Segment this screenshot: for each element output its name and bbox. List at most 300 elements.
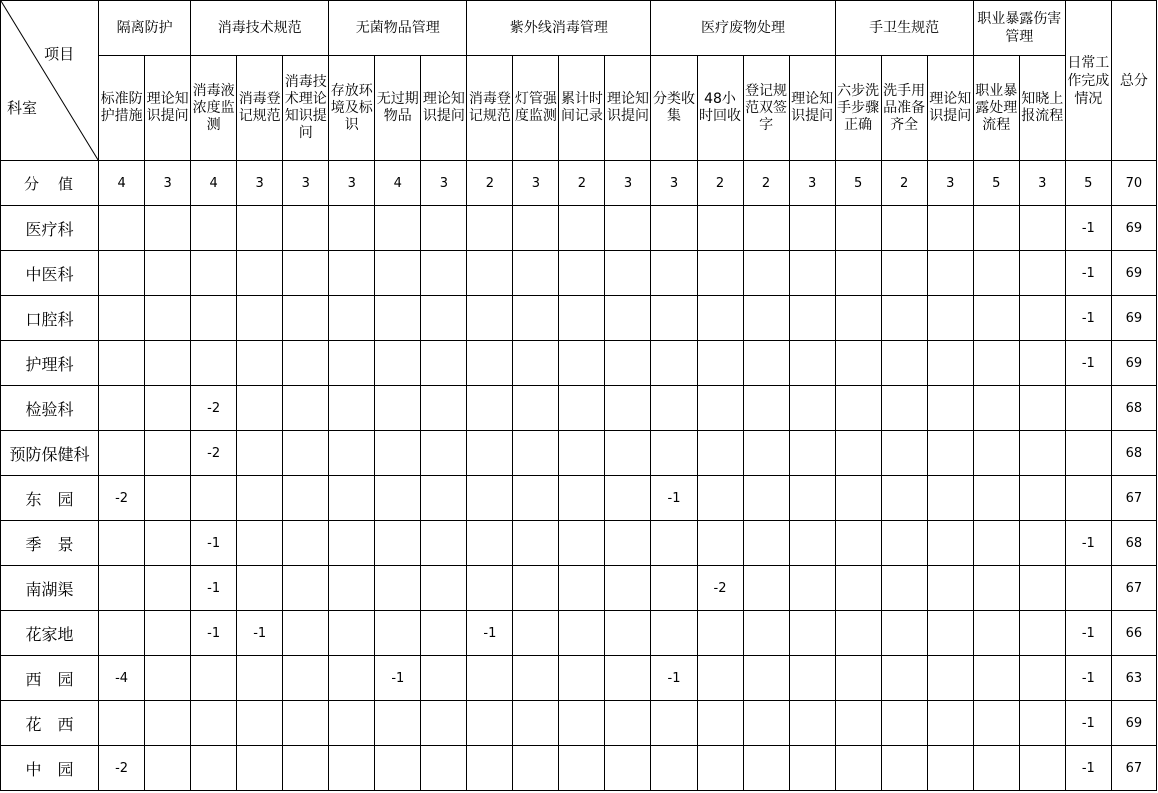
total-cell: 66 (1111, 611, 1156, 656)
deduction-cell (559, 746, 605, 791)
deduction-cell (927, 611, 973, 656)
deduction-cell (513, 701, 559, 746)
deduction-cell (421, 386, 467, 431)
deduction-cell (927, 521, 973, 566)
deduction-cell (605, 341, 651, 386)
deduction-cell (973, 566, 1019, 611)
dept-name-cell: 检验科 (1, 386, 99, 431)
total-score-header: 总分 (1111, 1, 1156, 161)
deduction-cell: -2 (99, 476, 145, 521)
sub-header: 洗手用品准备齐全 (881, 56, 927, 161)
deduction-cell (467, 251, 513, 296)
deduction-cell (559, 431, 605, 476)
dept-name-cell: 南湖渠 (1, 566, 99, 611)
deduction-cell (835, 296, 881, 341)
deduction-cell: -1 (191, 566, 237, 611)
deduction-cell (835, 251, 881, 296)
deduction-cell (283, 431, 329, 476)
dept-name-cell: 东 园 (1, 476, 99, 521)
deduction-cell (145, 386, 191, 431)
sub-header: 标准防护措施 (99, 56, 145, 161)
deduction-cell (467, 341, 513, 386)
deduction-cell (559, 251, 605, 296)
deduction-cell (835, 701, 881, 746)
deduction-cell (605, 476, 651, 521)
dept-name-cell: 口腔科 (1, 296, 99, 341)
total-cell: 68 (1111, 521, 1156, 566)
table-row (1, 746, 1157, 791)
deduction-cell (237, 656, 283, 701)
deduction-cell (927, 386, 973, 431)
deduction-cell (789, 656, 835, 701)
deduction-cell (329, 206, 375, 251)
table-row (1, 251, 1157, 296)
deduction-cell (191, 701, 237, 746)
deduction-cell (835, 386, 881, 431)
deduction-cell (927, 296, 973, 341)
sub-header: 无过期物品 (375, 56, 421, 161)
deduction-cell (789, 521, 835, 566)
total-cell: 67 (1111, 476, 1156, 521)
deduction-cell (237, 386, 283, 431)
deduction-cell (145, 341, 191, 386)
total-cell: 67 (1111, 566, 1156, 611)
deduction-cell (329, 611, 375, 656)
deduction-cell: -1 (1065, 656, 1111, 701)
dept-name-cell: 护理科 (1, 341, 99, 386)
deduction-cell (697, 476, 743, 521)
deduction-cell (881, 296, 927, 341)
deduction-cell (421, 611, 467, 656)
deduction-cell (513, 251, 559, 296)
deduction-cell (651, 296, 697, 341)
deduction-cell (467, 296, 513, 341)
deduction-cell (651, 431, 697, 476)
group-header: 职业暴露伤害管理 (973, 1, 1065, 56)
deduction-cell (145, 296, 191, 341)
deduction-cell: -1 (191, 521, 237, 566)
deduction-cell (881, 431, 927, 476)
deduction-cell (99, 386, 145, 431)
sub-header: 六步洗手步骤正确 (835, 56, 881, 161)
deduction-cell (237, 476, 283, 521)
deduction-cell (927, 431, 973, 476)
group-header: 手卫生规范 (835, 1, 973, 56)
deduction-cell (237, 566, 283, 611)
total-cell: 69 (1111, 296, 1156, 341)
deduction-cell (835, 431, 881, 476)
deduction-cell (1019, 746, 1065, 791)
score-cell: 3 (145, 161, 191, 206)
total-cell: 69 (1111, 206, 1156, 251)
deduction-cell (927, 206, 973, 251)
score-row-label: 分 值 (1, 161, 99, 206)
score-cell: 70 (1111, 161, 1156, 206)
deduction-cell (743, 476, 789, 521)
group-header: 紫外线消毒管理 (467, 1, 651, 56)
deduction-cell (559, 341, 605, 386)
deduction-cell (421, 746, 467, 791)
table-row (1, 656, 1157, 701)
deduction-cell (237, 431, 283, 476)
deduction-cell (513, 656, 559, 701)
table-row (1, 611, 1157, 656)
deduction-cell (421, 296, 467, 341)
table-row (1, 386, 1157, 431)
deduction-cell (145, 521, 191, 566)
score-row (1, 161, 1157, 206)
deduction-cell (421, 521, 467, 566)
deduction-cell (145, 611, 191, 656)
deduction-cell (559, 296, 605, 341)
deduction-cell (881, 521, 927, 566)
deduction-cell (881, 746, 927, 791)
deduction-cell (927, 251, 973, 296)
deduction-cell (145, 701, 191, 746)
deduction-cell (743, 206, 789, 251)
sub-header: 灯管强度监测 (513, 56, 559, 161)
deduction-cell (697, 386, 743, 431)
corner-header (1, 1, 99, 161)
deduction-cell (283, 206, 329, 251)
deduction-cell (973, 611, 1019, 656)
deduction-cell (605, 296, 651, 341)
score-cell: 3 (605, 161, 651, 206)
deduction-cell (789, 341, 835, 386)
deduction-cell (375, 206, 421, 251)
deduction-cell (605, 611, 651, 656)
deduction-cell (1019, 206, 1065, 251)
total-cell: 67 (1111, 746, 1156, 791)
deduction-cell: -1 (467, 611, 513, 656)
deduction-cell (881, 476, 927, 521)
deduction-cell (191, 656, 237, 701)
score-cell: 5 (973, 161, 1019, 206)
deduction-cell (99, 611, 145, 656)
score-cell: 2 (881, 161, 927, 206)
sub-header: 消毒登记规范 (237, 56, 283, 161)
deduction-cell (513, 206, 559, 251)
score-cell: 3 (927, 161, 973, 206)
deduction-cell (559, 521, 605, 566)
deduction-cell (375, 431, 421, 476)
deduction-cell (881, 701, 927, 746)
deduction-cell (513, 296, 559, 341)
table-row (1, 566, 1157, 611)
deduction-cell (1019, 521, 1065, 566)
deduction-cell: -2 (191, 431, 237, 476)
deduction-cell (283, 341, 329, 386)
total-cell: 68 (1111, 386, 1156, 431)
header-sub-row (1, 56, 1157, 161)
dept-name-cell: 花家地 (1, 611, 99, 656)
deduction-cell (881, 386, 927, 431)
deduction-cell (559, 701, 605, 746)
deduction-cell (375, 746, 421, 791)
total-cell: 69 (1111, 701, 1156, 746)
deduction-cell (743, 701, 789, 746)
corner-item-label: 项目 (44, 45, 75, 63)
deduction-cell (145, 251, 191, 296)
deduction-cell (881, 341, 927, 386)
deduction-cell (513, 746, 559, 791)
deduction-cell (329, 431, 375, 476)
deduction-cell (237, 341, 283, 386)
deduction-cell (99, 251, 145, 296)
deduction-cell (283, 251, 329, 296)
deduction-cell (421, 701, 467, 746)
header-group-row (1, 1, 1157, 56)
dept-name-cell: 医疗科 (1, 206, 99, 251)
sub-header: 理论知识提问 (421, 56, 467, 161)
deduction-cell (927, 656, 973, 701)
deduction-cell (329, 296, 375, 341)
deduction-cell (375, 386, 421, 431)
deduction-cell (651, 521, 697, 566)
deduction-cell: -2 (99, 746, 145, 791)
deduction-cell (697, 251, 743, 296)
deduction-cell (375, 251, 421, 296)
deduction-cell (835, 521, 881, 566)
deduction-cell (605, 386, 651, 431)
deduction-cell: -2 (697, 566, 743, 611)
deduction-cell: -4 (99, 656, 145, 701)
deduction-cell (927, 476, 973, 521)
deduction-cell (375, 701, 421, 746)
table-row (1, 431, 1157, 476)
deduction-cell (789, 611, 835, 656)
deduction-cell (1019, 701, 1065, 746)
deduction-cell (697, 431, 743, 476)
dept-name-cell: 中 园 (1, 746, 99, 791)
sub-header: 消毒登记规范 (467, 56, 513, 161)
deduction-cell (973, 296, 1019, 341)
deduction-cell (329, 566, 375, 611)
deduction-cell (283, 746, 329, 791)
deduction-cell: -1 (1065, 611, 1111, 656)
deduction-cell (1065, 431, 1111, 476)
sub-header: 48小时回收 (697, 56, 743, 161)
group-header: 无菌物品管理 (329, 1, 467, 56)
deduction-cell: -1 (191, 611, 237, 656)
deduction-cell (237, 296, 283, 341)
score-cell: 5 (1065, 161, 1111, 206)
score-cell: 3 (237, 161, 283, 206)
deduction-cell (145, 656, 191, 701)
sub-header: 登记规范双签字 (743, 56, 789, 161)
deduction-cell (329, 251, 375, 296)
deduction-cell (789, 701, 835, 746)
sub-header: 累计时间记录 (559, 56, 605, 161)
group-header: 隔离防护 (99, 1, 191, 56)
deduction-cell (1019, 611, 1065, 656)
deduction-cell (743, 386, 789, 431)
deduction-cell (1019, 251, 1065, 296)
deduction-cell (513, 431, 559, 476)
deduction-cell (651, 746, 697, 791)
dept-name-cell: 中医科 (1, 251, 99, 296)
score-cell: 3 (283, 161, 329, 206)
sub-header: 消毒液浓度监测 (191, 56, 237, 161)
deduction-cell (835, 476, 881, 521)
deduction-cell (973, 746, 1019, 791)
deduction-cell (835, 656, 881, 701)
deduction-cell (559, 656, 605, 701)
deduction-cell (743, 431, 789, 476)
deduction-cell (605, 566, 651, 611)
corner-dept-label: 科室 (7, 99, 38, 117)
deduction-cell (743, 341, 789, 386)
deduction-cell (145, 476, 191, 521)
deduction-cell (375, 521, 421, 566)
dept-name-cell: 花 西 (1, 701, 99, 746)
deduction-cell (927, 341, 973, 386)
deduction-cell (651, 566, 697, 611)
deduction-cell (375, 476, 421, 521)
deduction-cell (743, 746, 789, 791)
deduction-cell (421, 341, 467, 386)
deduction-cell (881, 656, 927, 701)
deduction-cell (99, 701, 145, 746)
deduction-cell (467, 206, 513, 251)
deduction-cell: -1 (1065, 206, 1111, 251)
deduction-cell (513, 566, 559, 611)
deduction-cell: -2 (191, 386, 237, 431)
deduction-cell: -1 (1065, 296, 1111, 341)
deduction-cell (835, 341, 881, 386)
deduction-cell: -1 (1065, 701, 1111, 746)
deduction-cell (467, 701, 513, 746)
sub-header: 理论知识提问 (145, 56, 191, 161)
deduction-cell (743, 611, 789, 656)
deduction-cell (927, 701, 973, 746)
deduction-cell (237, 746, 283, 791)
table-row (1, 296, 1157, 341)
deduction-cell (283, 611, 329, 656)
deduction-cell (467, 431, 513, 476)
deduction-cell (191, 746, 237, 791)
deduction-cell (697, 656, 743, 701)
deduction-cell (651, 341, 697, 386)
deduction-cell (421, 476, 467, 521)
deduction-cell (743, 656, 789, 701)
dept-name-cell: 预防保健科 (1, 431, 99, 476)
deduction-cell (651, 611, 697, 656)
deduction-cell (651, 386, 697, 431)
sub-header: 知晓上报流程 (1019, 56, 1065, 161)
deduction-cell (99, 566, 145, 611)
deduction-cell (1019, 566, 1065, 611)
deduction-cell (1019, 296, 1065, 341)
deduction-cell (99, 431, 145, 476)
sub-header: 存放环境及标识 (329, 56, 375, 161)
deduction-cell (283, 296, 329, 341)
deduction-cell (191, 341, 237, 386)
deduction-cell (329, 701, 375, 746)
deduction-cell (467, 386, 513, 431)
deduction-cell (421, 206, 467, 251)
deduction-cell (835, 206, 881, 251)
deduction-cell (973, 656, 1019, 701)
deduction-cell (651, 251, 697, 296)
score-cell: 4 (99, 161, 145, 206)
deduction-cell (651, 701, 697, 746)
deduction-cell (973, 431, 1019, 476)
deduction-cell (697, 341, 743, 386)
deduction-cell (99, 521, 145, 566)
deduction-cell (973, 206, 1019, 251)
deduction-cell: -1 (1065, 251, 1111, 296)
group-header: 消毒技术规范 (191, 1, 329, 56)
deduction-cell (421, 251, 467, 296)
table-row (1, 521, 1157, 566)
deduction-cell (743, 521, 789, 566)
deduction-cell (421, 656, 467, 701)
deduction-cell (467, 746, 513, 791)
deduction-cell (513, 476, 559, 521)
deduction-cell (605, 206, 651, 251)
deduction-cell (697, 746, 743, 791)
deduction-cell (605, 431, 651, 476)
deduction-cell: -1 (1065, 521, 1111, 566)
deduction-cell (283, 656, 329, 701)
deduction-cell (1019, 476, 1065, 521)
deduction-cell (191, 251, 237, 296)
deduction-cell (145, 206, 191, 251)
deduction-cell (283, 566, 329, 611)
deduction-cell (375, 611, 421, 656)
deduction-cell (605, 251, 651, 296)
deduction-cell (191, 476, 237, 521)
score-cell: 3 (513, 161, 559, 206)
deduction-cell (467, 656, 513, 701)
deduction-cell (237, 701, 283, 746)
deduction-cell: -1 (651, 476, 697, 521)
deduction-cell (1065, 566, 1111, 611)
deduction-cell (789, 206, 835, 251)
deduction-cell (743, 296, 789, 341)
deduction-cell (237, 251, 283, 296)
table-row (1, 341, 1157, 386)
deduction-cell (467, 476, 513, 521)
deduction-cell (789, 746, 835, 791)
deduction-cell (191, 206, 237, 251)
score-cell: 3 (789, 161, 835, 206)
deduction-cell (973, 521, 1019, 566)
deduction-cell (605, 701, 651, 746)
deduction-cell (789, 476, 835, 521)
deduction-cell (789, 251, 835, 296)
deduction-cell (697, 296, 743, 341)
sub-header: 职业暴露处理流程 (973, 56, 1019, 161)
sub-header: 理论知识提问 (927, 56, 973, 161)
deduction-cell (605, 746, 651, 791)
deduction-cell (743, 251, 789, 296)
deduction-cell (973, 476, 1019, 521)
deduction-cell (881, 566, 927, 611)
total-cell: 63 (1111, 656, 1156, 701)
deduction-cell (559, 566, 605, 611)
total-cell: 69 (1111, 251, 1156, 296)
sub-header: 理论知识提问 (605, 56, 651, 161)
deduction-cell (329, 521, 375, 566)
table-row (1, 701, 1157, 746)
deduction-cell (237, 206, 283, 251)
deduction-cell (283, 386, 329, 431)
deduction-cell (283, 701, 329, 746)
deduction-cell (1019, 431, 1065, 476)
corner-diagonal-line (1, 1, 98, 160)
